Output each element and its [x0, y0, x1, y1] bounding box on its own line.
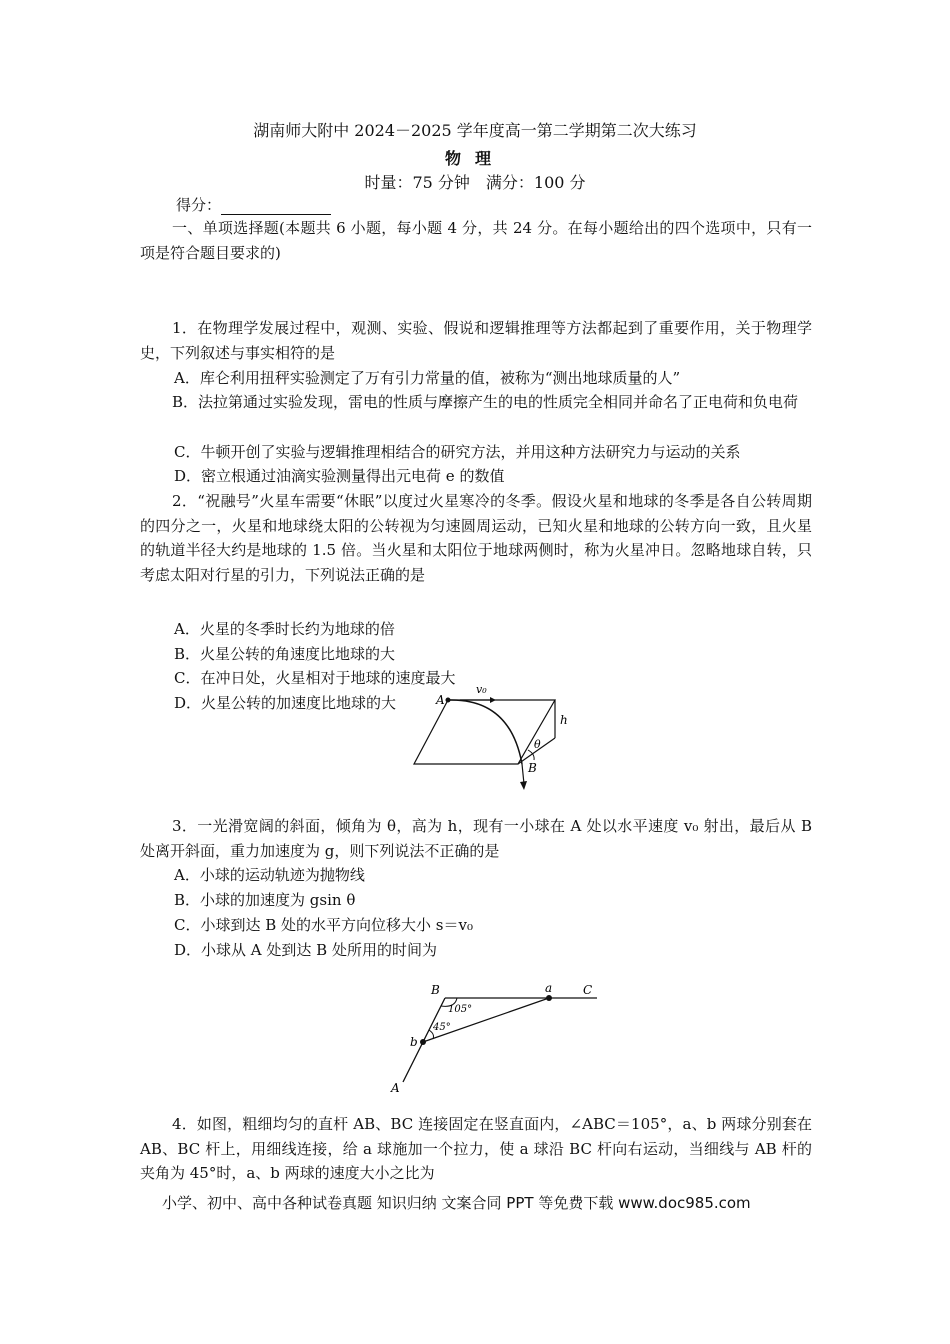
velocity-arrowhead	[490, 697, 496, 703]
q3-option-d: D．小球从 A 处到达 B 处所用的时间为	[174, 941, 437, 959]
exam-title: 湖南师大附中 2024－2025 学年度高一第二学期第二次大练习	[253, 121, 697, 140]
label-45: 45°	[433, 1022, 451, 1033]
score-label: 得分：	[176, 196, 222, 214]
label-a-point: A	[391, 1081, 400, 1095]
q2-option-a: A．火星的冬季时长约为地球的倍	[174, 620, 395, 638]
trajectory-curve	[448, 700, 522, 764]
q4-stem: 4．如图，粗细均匀的直杆 AB、BC 连接固定在竖直面内，∠ABC＝105°，a、b 两球分别套在 AB、BC 杆上，用细线连接，给 a 球施加一个拉力，使 a 球沿 BC 杆向右运动，当细线与 AB 杆的夹角为 45°时，a、b 两球的速度大小之比为	[140, 1115, 812, 1182]
label-theta: θ	[534, 738, 541, 751]
subject-title: 物理	[444, 149, 505, 168]
q3-stem: 3．一光滑宽阔的斜面，倾角为 θ，高为 h，现有一小球在 A 处以水平速度 v₀ 射出，最后从 B 处离开斜面，重力加速度为 g，则下列说法不正确的是	[140, 817, 812, 860]
q3-option-c: C．小球到达 B 处的水平方向位移大小 s＝v₀	[174, 916, 473, 934]
q2-stem: 2．“祝融号”火星车需要“休眠”以度过火星寒冷的冬季。假设火星和地球的冬季是各自公转周期的四分之一，火星和地球绕太阳的公转视为匀速圆周运动，已知火星和地球的公转方向一致，且火星的轨道半径大约是地球的 1.5 倍。当火星和太阳位于地球两侧时，称为火星冲日。忽略地球自转，只考虑太阳对行星的引力，下列说法正确的是	[140, 492, 812, 584]
q3-option-a: A．小球的运动轨迹为抛物线	[174, 866, 365, 884]
label-b: B	[528, 761, 537, 775]
exit-arrow	[522, 764, 524, 784]
q1-option-a: A．库仑利用扭秤实验测定了万有引力常量的值，被称为“测出地球质量的人”	[174, 369, 681, 387]
incline-figure	[410, 680, 580, 792]
label-a-ball: a	[545, 981, 553, 995]
ball-a	[446, 698, 451, 703]
label-105: 105°	[448, 1004, 473, 1015]
label-v0: v₀	[476, 683, 487, 696]
q2-option-b: B．火星公转的角速度比地球的大	[174, 645, 396, 663]
label-b-point: B	[431, 983, 440, 997]
exit-arrowhead	[520, 781, 527, 790]
q1-option-d: D．密立根通过油滴实验测量得出元电荷 e 的数值	[174, 467, 505, 485]
score-line	[176, 194, 331, 215]
q1-option-c: C．牛顿开创了实验与逻辑推理相结合的研究方法，并用这种方法研究力与运动的关系	[174, 443, 741, 461]
score-blank	[221, 200, 331, 215]
incline-plane	[414, 700, 555, 764]
q2-option-c: C．在冲日处，火星相对于地球的速度最大	[174, 669, 456, 687]
q1-option-b: B．法拉第通过实验发现，雷电的性质与摩擦产生的电的性质完全相同并命名了正电荷和负电荷	[172, 393, 799, 411]
ball-b-dot	[420, 1039, 426, 1045]
label-b-ball: b	[410, 1035, 418, 1049]
time-info: 时量：75 分钟 满分：100 分	[364, 173, 586, 192]
q1-stem: 1．在物理学发展过程中，观测、实验、假说和逻辑推理等方法都起到了重要作用，关于物理学史，下列叙述与事实相符的是	[140, 319, 812, 362]
footer-text: 小学、初中、高中各种试卷真题 知识归纳 文案合同 PPT 等免费下载 www.doc985.com	[162, 1194, 751, 1212]
ball-a-dot	[546, 995, 552, 1001]
label-c-point: C	[583, 983, 593, 997]
q2-option-d: D．火星公转的加速度比地球的大	[174, 694, 397, 712]
section-heading: 一、单项选择题(本题共 6 小题，每小题 4 分，共 24 分。在每小题给出的四个选项中，只有一项是符合题目要求的)	[140, 219, 812, 262]
label-a: A	[436, 693, 445, 707]
q3-option-b: B．小球的加速度为 gsin θ	[174, 891, 356, 909]
label-h: h	[560, 713, 568, 727]
rods-figure	[385, 980, 600, 1095]
